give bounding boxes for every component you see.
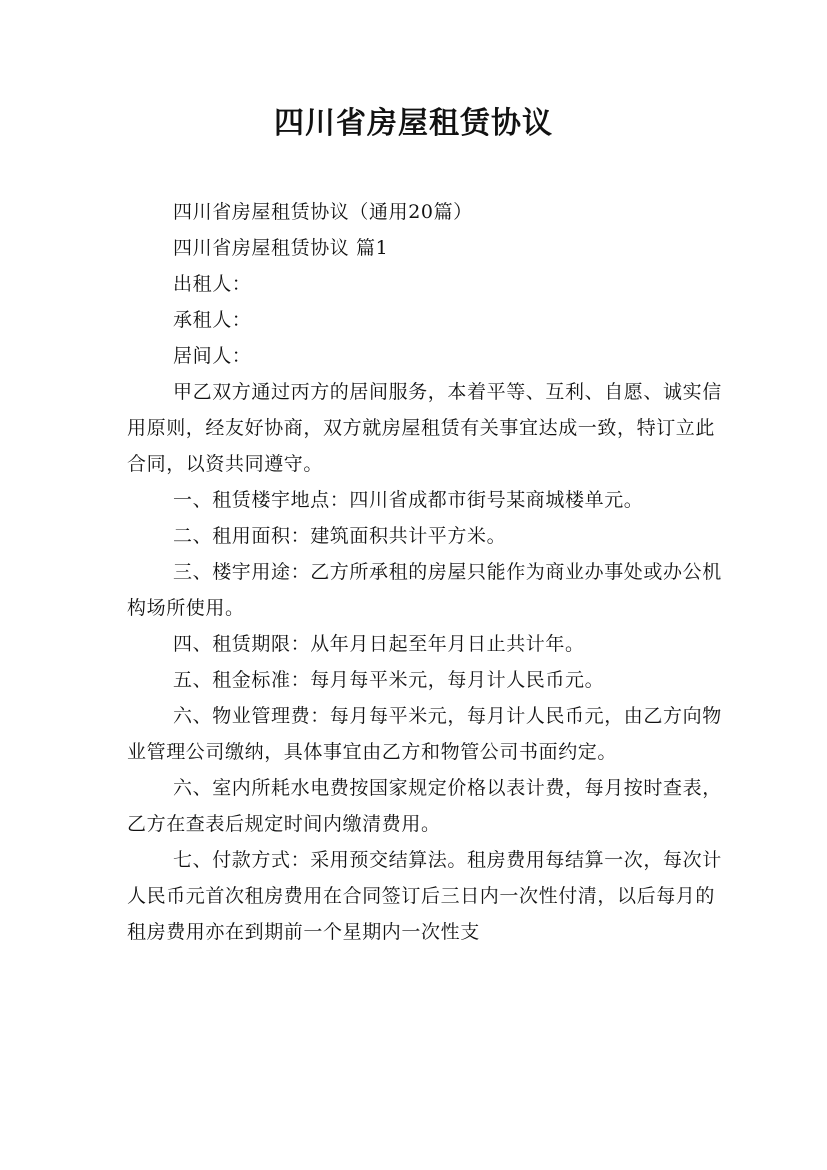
paragraph-clause-payment: 七、付款方式：采用预交结算法。租房费用每结算一次，每次计人民币元首次租房费用在合同签订后三日内一次性付清，以后每月的租房费用亦在到期前一个星期内一次性支 [127, 849, 722, 943]
paragraph-clause-location: 一、租赁楼宇地点：四川省成都市街号某商城楼单元。 [173, 489, 644, 511]
document-body [127, 194, 727, 950]
document-title: 四川省房屋租赁协议 [274, 106, 553, 141]
paragraph-subtitle: 四川省房屋租赁协议（通用20篇） [173, 201, 473, 223]
paragraph-section-heading: 四川省房屋租赁协议 篇1 [173, 237, 389, 259]
paragraph-lessee: 承租人： [173, 309, 252, 331]
paragraph-clause-area: 二、租用面积：建筑面积共计平方米。 [173, 525, 507, 547]
paragraph-lessor: 出租人： [173, 273, 252, 295]
paragraph-clause-term: 四、租赁期限：从年月日起至年月日止共计年。 [173, 633, 585, 655]
paragraph-clause-rent: 五、租金标准：每月每平米元，每月计人民币元。 [173, 669, 605, 691]
paragraph-clause-usage: 三、楼宇用途：乙方所承租的房屋只能作为商业办事处或办公机构场所使用。 [127, 561, 722, 619]
paragraph-preamble: 甲乙双方通过丙方的居间服务，本着平等、互利、自愿、诚实信用原则，经友好协商，双方就房屋租赁有关事宜达成一致，特订立此合同，以资共同遵守。 [127, 381, 722, 475]
paragraph-clause-utilities: 六、室内所耗水电费按国家规定价格以表计费，每月按时查表，乙方在查表后规定时间内缴清费用。 [127, 777, 722, 835]
paragraph-clause-management-fee: 六、物业管理费：每月每平米元，每月计人民币元，由乙方向物业管理公司缴纳，具体事宜由乙方和物管公司书面约定。 [127, 705, 722, 763]
paragraph-intermediary: 居间人： [173, 345, 252, 367]
